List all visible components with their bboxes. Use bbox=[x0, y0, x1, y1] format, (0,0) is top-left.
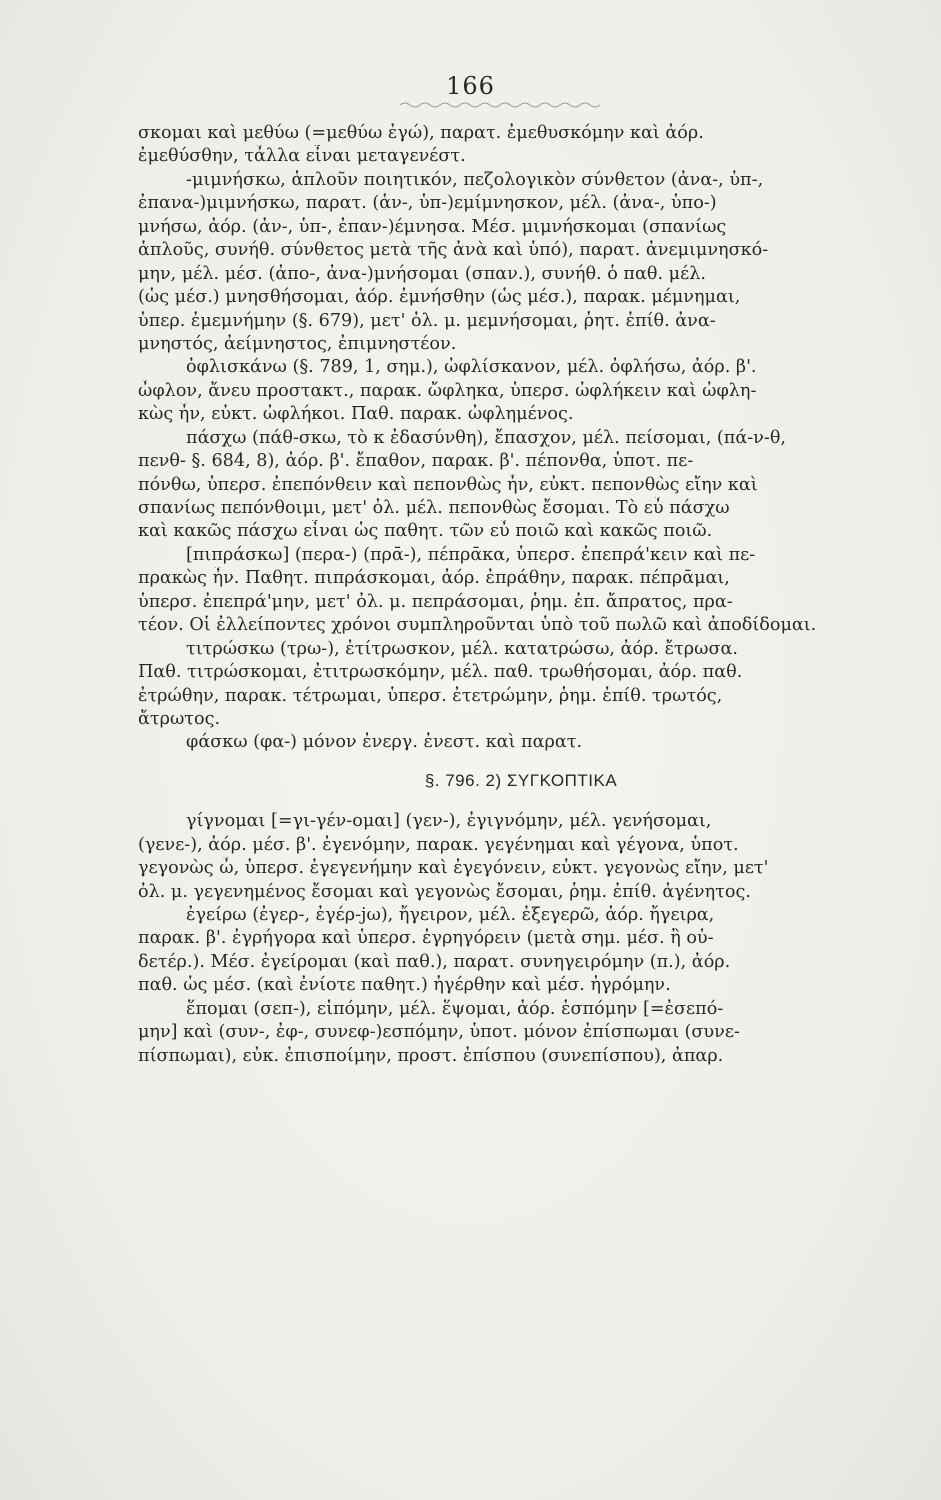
section-heading: §. 796. 2) ΣΥΓΚΟΠΤΙΚΑ bbox=[424, 770, 618, 790]
text-line: γίγνομαι [=γι-γέν-ομαι] (γεν-), ἐγιγνόμην, μέλ. γενήσομαι, bbox=[186, 811, 712, 832]
text-line: ὑπερσ. ἐπεπρά'μην, μετ' ὀλ. μ. πεπράσομαι, ῥημ. ἐπ. ἄπρατος, πρα- bbox=[138, 591, 733, 612]
text-line: σκομαι καὶ μεθύω (=μεθύω ἐγώ), παρατ. ἐμεθυσκόμην καὶ ἀόρ. bbox=[138, 123, 704, 143]
text-line: -μιμνήσκω, ἁπλοῦν ποιητικόν, πεζολογικὸν σύνθετον (ἀνα-, ὑπ-, bbox=[186, 169, 764, 190]
text-line: ὀλ. μ. γεγενημένος ἔσομαι καὶ γεγονὼς ἔσομαι, ῥημ. ἐπίθ. ἀγένητος. bbox=[138, 881, 751, 902]
text-line: (ὡς μέσ.) μνησθήσομαι, ἀόρ. ἐμνήσθην (ὡς μέσ.), παρακ. μέμνημαι, bbox=[138, 287, 741, 308]
text-line: μνηστός, ἀείμνηστος, ἐπιμνηστέον. bbox=[138, 333, 457, 354]
text-line: παθ. ὡς μέσ. (καὶ ἐνίοτε παθητ.) ἠγέρθην καὶ μέσ. ἠγρόμην. bbox=[138, 975, 671, 996]
text-line: πάσχω (πάθ-σκω, τὸ κ ἐδασύνθη), ἔπασχον, μέλ. πείσομαι, (πά-ν-θ, bbox=[186, 427, 787, 448]
text-line: φάσκω (φα-) μόνον ἐνεργ. ἐνεστ. καὶ παρατ. bbox=[186, 732, 583, 753]
text-line: σπανίως πεπόνθοιμι, μετ' ὀλ. μέλ. πεπονθὼς ἔσομαι. Τὸ εὖ πάσχω bbox=[138, 498, 730, 518]
text-line: ἕπομαι (σεπ-), εἱπόμην, μέλ. ἕψομαι, ἀόρ. ἑσπόμην [=ἐσεπό- bbox=[186, 998, 724, 1019]
text-line: Παθ. τιτρώσκομαι, ἐτιτρωσκόμην, μέλ. παθ. τρωθήσομαι, ἀόρ. παθ. bbox=[138, 662, 743, 683]
text-line: μην] καὶ (συν-, ἐφ-, συνεφ-)εσπόμην, ὑποτ. μόνον ἐπίσπωμαι (συνε- bbox=[138, 1022, 740, 1043]
text-line: ὑπερ. ἐμεμνήμην (§. 679), μετ' ὀλ. μ. μεμνήσομαι, ῥητ. ἐπίθ. ἀνα- bbox=[138, 310, 716, 331]
text-line: γεγονὼς ὦ, ὑπερσ. ἐγεγενήμην καὶ ἐγεγόνειν, εὐκτ. γεγονὼς εἴην, μετ' bbox=[138, 858, 769, 879]
text-line: πρακὼς ἦν. Παθητ. πιπράσκομαι, ἀόρ. ἐπράθην, παρακ. πέπρᾱμαι, bbox=[138, 568, 730, 589]
text-line: ὦφλον, ἄνευ προστακτ., παρακ. ὤφληκα, ὑπερσ. ὠφλήκειν καὶ ὠφλη- bbox=[138, 380, 757, 401]
text-line: πόνθω, ὑπερσ. ἐπεπόνθειν καὶ πεπονθὼς ἦν, εὐκτ. πεπονθὼς εἴην καὶ bbox=[138, 474, 758, 495]
page-body bbox=[138, 122, 904, 1068]
page-number: 166 bbox=[446, 72, 495, 100]
text-line: μνήσω, ἀόρ. (ἀν-, ὑπ-, ἐπαν-)έμνησα. Μέσ. μιμνήσκομαι (σπανίως bbox=[138, 216, 727, 237]
text-line: τιτρώσκω (τρω-), ἐτίτρωσκον, μέλ. κατατρώσω, ἀόρ. ἔτρωσα. bbox=[186, 638, 738, 659]
text-line: ἐπανα-)μιμνήσκω, παρατ. (ἀν-, ὑπ-)εμίμνησκον, μέλ. (ἀνα-, ὑπο-) bbox=[138, 193, 717, 214]
text-line: μην, μέλ. μέσ. (ἀπο-, ἀνα-)μνήσομαι (σπαν.), συνήθ. ὁ παθ. μέλ. bbox=[138, 263, 706, 284]
text-line: ὀφλισκάνω (§. 789, 1, σημ.), ὠφλίσκανον, μέλ. ὀφλήσω, ἀόρ. β'. bbox=[186, 357, 757, 378]
page-number-rule bbox=[400, 100, 600, 110]
text-line: ἐγείρω (ἐγερ-, ἐγέρ-jω), ἤγειρον, μέλ. ἐξεγερῶ, ἀόρ. ἤγειρα, bbox=[186, 905, 715, 925]
text-line: ἐμεθύσθην, τἆλλα εἶναι μεταγενέστ. bbox=[138, 146, 466, 167]
text-line: τέον. Οἱ ἐλλείποντες χρόνοι συμπληροῦνται ὑπὸ τοῦ πωλῶ καὶ ἀποδίδομαι. bbox=[138, 615, 817, 636]
text-line: κὼς ἦν, εὐκτ. ὠφλήκοι. Παθ. παρακ. ὠφλημένος. bbox=[138, 404, 574, 425]
text-line: πίσπωμαι), εὐκ. ἐπισποίμην, προστ. ἐπίσπου (συνεπίσπου), ἀπαρ. bbox=[138, 1045, 724, 1066]
text-line: πενθ- §. 684, 8), ἀόρ. β'. ἔπαθον, παρακ. β'. πέπονθα, ὑποτ. πε- bbox=[138, 451, 694, 472]
text-line: ἐτρώθην, παρακ. τέτρωμαι, ὑπερσ. ἐτετρώμην, ῥημ. ἐπίθ. τρωτός, bbox=[138, 685, 723, 706]
text-line: καὶ κακῶς πάσχω εἶναι ὡς παθητ. τῶν εὖ ποιῶ καὶ κακῶς ποιῶ. bbox=[138, 521, 713, 542]
text-line: δετέρ.). Μέσ. ἐγείρομαι (καὶ παθ.), παρατ. συνηγειρόμην (π.), ἀόρ. bbox=[138, 951, 731, 972]
text-line: παρακ. β'. ἐγρήγορα καὶ ὑπερσ. ἐγρηγόρειν (μετὰ σημ. μέσ. ἢ οὐ- bbox=[138, 928, 714, 949]
text-line: ἄτρωτος. bbox=[138, 708, 221, 729]
text-line: [πιπράσκω] (περα-) (πρᾱ-), πέπρᾱκα, ὑπερσ. ἐπεπρά'κειν καὶ πε- bbox=[186, 544, 756, 565]
text-line: ἁπλοῦς, συνήθ. σύνθετος μετὰ τῆς ἀνὰ καὶ ὑπό), παρατ. ἀνεμιμνησκό- bbox=[138, 240, 769, 261]
text-line: (γενε-), ἀόρ. μέσ. β'. ἐγενόμην, παρακ. γεγένημαι καὶ γέγονα, ὑποτ. bbox=[138, 834, 739, 855]
